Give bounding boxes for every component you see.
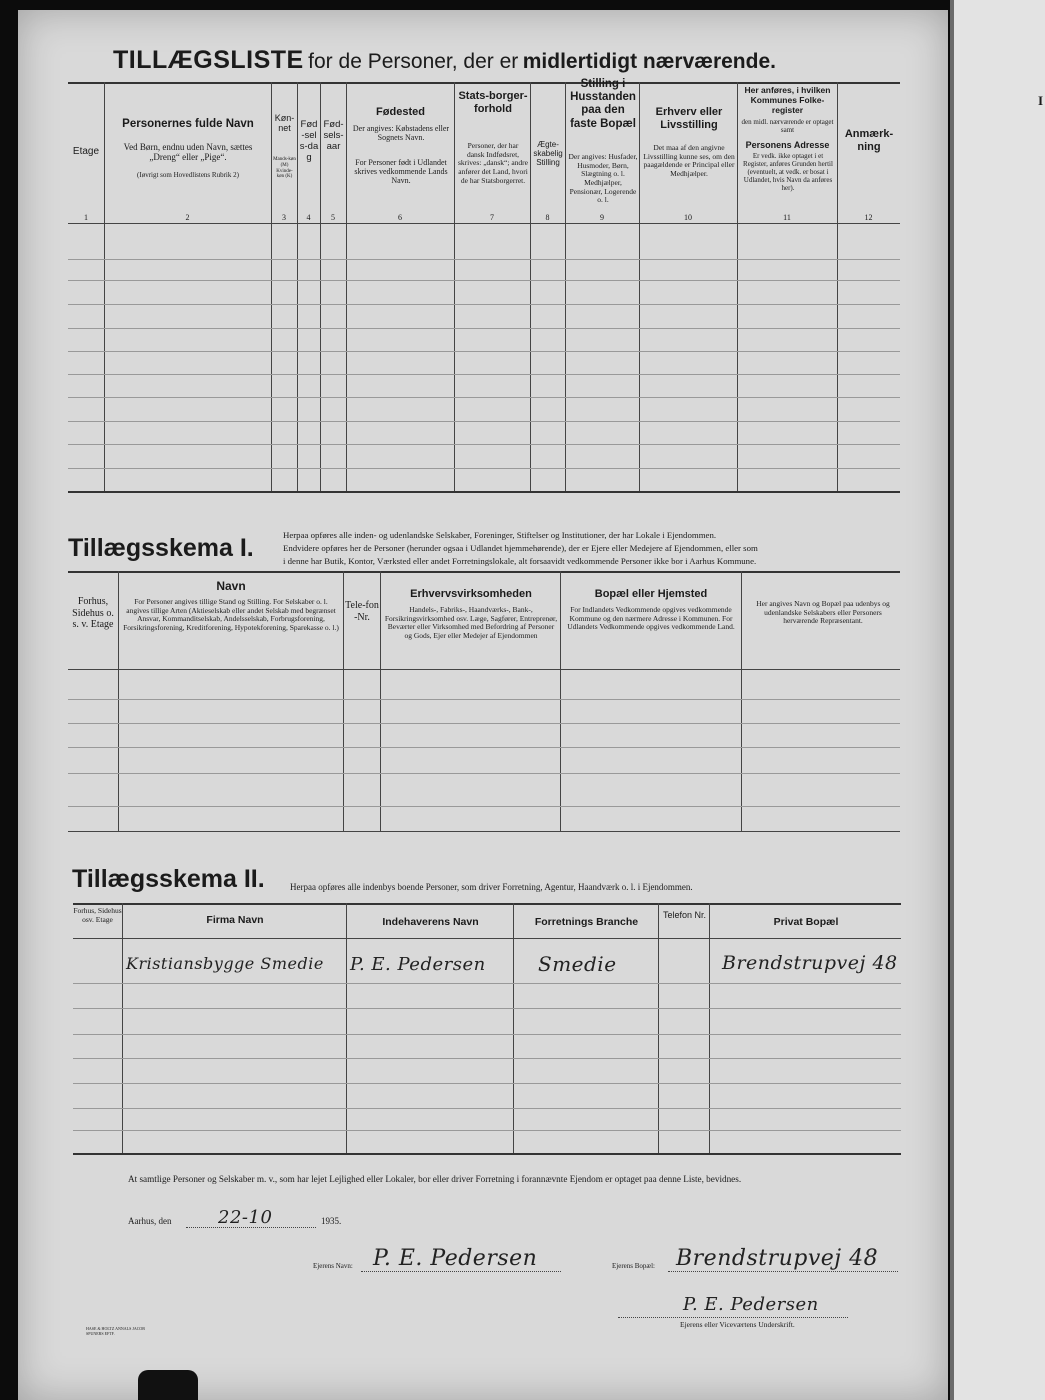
col-register-header: Her anføres, i hvilken Kommunes Folke-register (744, 85, 831, 115)
col-household-header: Stilling i Husstanden paa den faste Bopæl (570, 78, 636, 130)
schema2-col-owner: Indehaverens Navn (382, 916, 479, 928)
col-register-head2: Personens Adresse (745, 140, 830, 150)
schema1-col-business-sub: Handels-, Fabriks-, Haandværks-, Bank-, Forsikringsvirksomhed osv. Læge, Sagfører, Entreprenør, Beværter eller Virksomhed med Befordring af Personer og Gods, Ejer eller Medejer af Ejendommen (384, 605, 558, 640)
col-num-12: 12 (864, 213, 873, 222)
col-num-2: 2 (185, 213, 190, 222)
printer-mark: HASE & HOLTZ ANNALS JACOB SPUNERS EFTF. (86, 1326, 145, 1336)
col-sex-header: Køn-net (274, 113, 295, 134)
signature-handwritten: P. E. Pedersen (683, 1294, 819, 1315)
schema2-col-branch: Forretnings Branche (534, 916, 639, 928)
col-num-5: 5 (331, 213, 335, 222)
col-birthyear-header: Fød-sels-aar (323, 119, 344, 152)
col-household-sub: Der angives: Husfader, Husmoder, Børn, Slægtning o. l. Medhjælper, Pensionær, Logerende o. l. (568, 152, 638, 205)
schema1-intro-line3: i denne har Butik, Kontor, Værksted eller andet Forretningslokale, alt forsaavidt vedkommende Personer ikke bor i Aarhus Kommune. (283, 556, 757, 566)
schema2-col-home: Privat Bopæl (773, 916, 839, 928)
schema2-col-floor: Forhus, Sidehus osv. Etage (73, 906, 122, 924)
year-label: 1935. (321, 1216, 342, 1226)
schema2-intro: Herpaa opføres alle indenbys boende Personer, som driver Forretning, Agentur, Haandværk o. l. i Ejendommen. (290, 882, 693, 892)
col-num-3: 3 (282, 213, 286, 222)
col-name-note: (Iøvrigt som Hovedlistens Rubrik 2) (137, 171, 239, 179)
col-remark-header: Anmærk-ning (844, 128, 894, 153)
col-num-11: 11 (783, 213, 791, 222)
owner-home-handwritten: Brendstrupvej 48 (676, 1246, 879, 1271)
owner-home-label: Ejerens Bopæl: (612, 1262, 655, 1270)
schema1-col-home-head: Bopæl eller Hjemsted (594, 588, 708, 600)
col-register-note: Er vedk. ikke optaget i et Register, anføres Grunden hertil (eventuelt, at vedk. er bosat i Udlandet, hvis Navn da anføres her). (743, 152, 833, 193)
title-regular: for de Personer, der er (308, 50, 519, 73)
owner-name-label: Ejerens Navn: (313, 1262, 353, 1270)
title-tail: midlertidigt nærværende. (522, 50, 776, 73)
col-num-1: 1 (84, 213, 88, 222)
col-etage-header: Etage (72, 146, 100, 157)
schema2-col-phone: Telefon Nr. (662, 910, 707, 920)
schema2-title: Tillægsskema II. (72, 865, 265, 893)
schema2-row1-branch: Smedie (538, 952, 617, 976)
declaration-text: At samtlige Personer og Selskaber m. v., som har lejet Lejlighed eller Lokaler, bor eller driver Forretning i forannævnte Ejendom er optaget paa denne Liste, bevidnes. (128, 1174, 742, 1184)
binding-clip (138, 1370, 198, 1400)
schema1-intro (283, 529, 903, 568)
col-birthplace-header: Fødested (376, 106, 425, 118)
col-num-4: 4 (306, 213, 311, 222)
census-form-page (18, 10, 948, 1400)
page-title (113, 46, 913, 75)
col-occupation-header: Erhverv eller Livsstilling (655, 106, 723, 131)
col-sex-sub: Mands-køn (M) Kvinde-køn (K) (273, 157, 296, 180)
col-citizenship-header: Stats-borger-forhold (458, 90, 528, 115)
col-birthplace-sub: Der angives: Købstadens eller Sognets Navn. (352, 124, 450, 143)
col-occupation-sub: Det maa af den angivne Livsstilling kunne ses, om den paagældende er Principal eller Medhjælper. (643, 143, 735, 178)
schema1-title: Tillægsskema I. (68, 534, 254, 562)
schema2-col-firm: Firma Navn (206, 914, 264, 926)
col-name-header: Personernes fulde Navn (122, 118, 254, 130)
schema1-col-rep: Her angives Navn og Bopæl paa udenbys og udenlandske Selskabers eller Personers herværende Repræsentant. (756, 599, 890, 626)
col-num-6: 6 (398, 213, 402, 222)
schema1-col-name-sub: For Personer angives tillige Stand og Stilling. For Selskaber o. l. angives tillige Arten (Aktieselskab eller andet Selskab med begrænset Ansvar, Kommanditselskab, Andelsselskab, Forbrugsforening, Forsikringsforening, Kreditforening, Hypotekforening, Sparekasse o. l.) (123, 597, 339, 632)
owner-name-handwritten: P. E. Pedersen (373, 1246, 538, 1271)
adjacent-page-mark: I (1038, 93, 1044, 108)
page-edge (950, 0, 954, 1400)
col-name-sub: Ved Børn, endnu uden Navn, sættes „Dreng“ eller „Pige“. (123, 142, 253, 163)
col-num-9: 9 (600, 213, 604, 222)
schema1-intro-line1: Herpaa opføres alle inden- og udenlandske Selskaber, Foreninger, Stiftelser og Institutioner, der har Lokale i Ejendommen. (283, 530, 717, 540)
col-num-7: 7 (490, 213, 494, 222)
schema1-col-name-head: Navn (216, 579, 246, 593)
col-marital-header: Ægte-skabelig Stilling (533, 140, 563, 168)
place-label: Aarhus, den (128, 1216, 172, 1226)
col-num-8: 8 (545, 213, 550, 222)
title-bold: TILLÆGSLISTE (113, 46, 304, 74)
schema2-row1-home: Brendstrupvej 48 (722, 952, 898, 974)
schema1-col-floor: Forhus, Sidehus o. s. v. Etage (72, 596, 114, 630)
schema1-col-business-head: Erhvervsvirksomheden (410, 588, 532, 600)
col-birthday-header: Fød-sels-dag (299, 119, 319, 163)
schema1-col-home-sub: For Indlandets Vedkommende opgives vedkommende Kommune og den nærmere Adresse i Kommunen. For Udlandets Vedkommende opgives vedkommende Land. (567, 605, 735, 632)
col-citizenship-sub: Personer, der har dansk Indfødsret, skrives: „dansk“; andre anfører det Land, hvori de har Statsborgerret. (458, 141, 528, 185)
col-num-10: 10 (684, 213, 692, 222)
date-handwritten: 22-10 (218, 1207, 273, 1228)
col-birthplace-note: For Personer født i Udlandet skrives vedkommende Lands Navn. (354, 158, 448, 186)
schema2-row1-owner: P. E. Pedersen (350, 954, 486, 975)
schema2-row1-firm: Kristiansbygge Smedie (126, 954, 324, 973)
col-register-sub: den midl. nærværende er optaget samt (741, 118, 834, 135)
schema1-intro-line2: Endvidere opføres her de Personer (herunder ogsaa i Udlandet hjemmehørende), der er Ejere eller Medejere af Ejendommen, eller som (283, 543, 758, 553)
signature-label: Ejerens eller Viceværtens Underskrift. (680, 1320, 795, 1329)
schema1-col-phone: Tele-fon-Nr. (345, 600, 379, 623)
adjacent-page (950, 0, 1045, 1400)
